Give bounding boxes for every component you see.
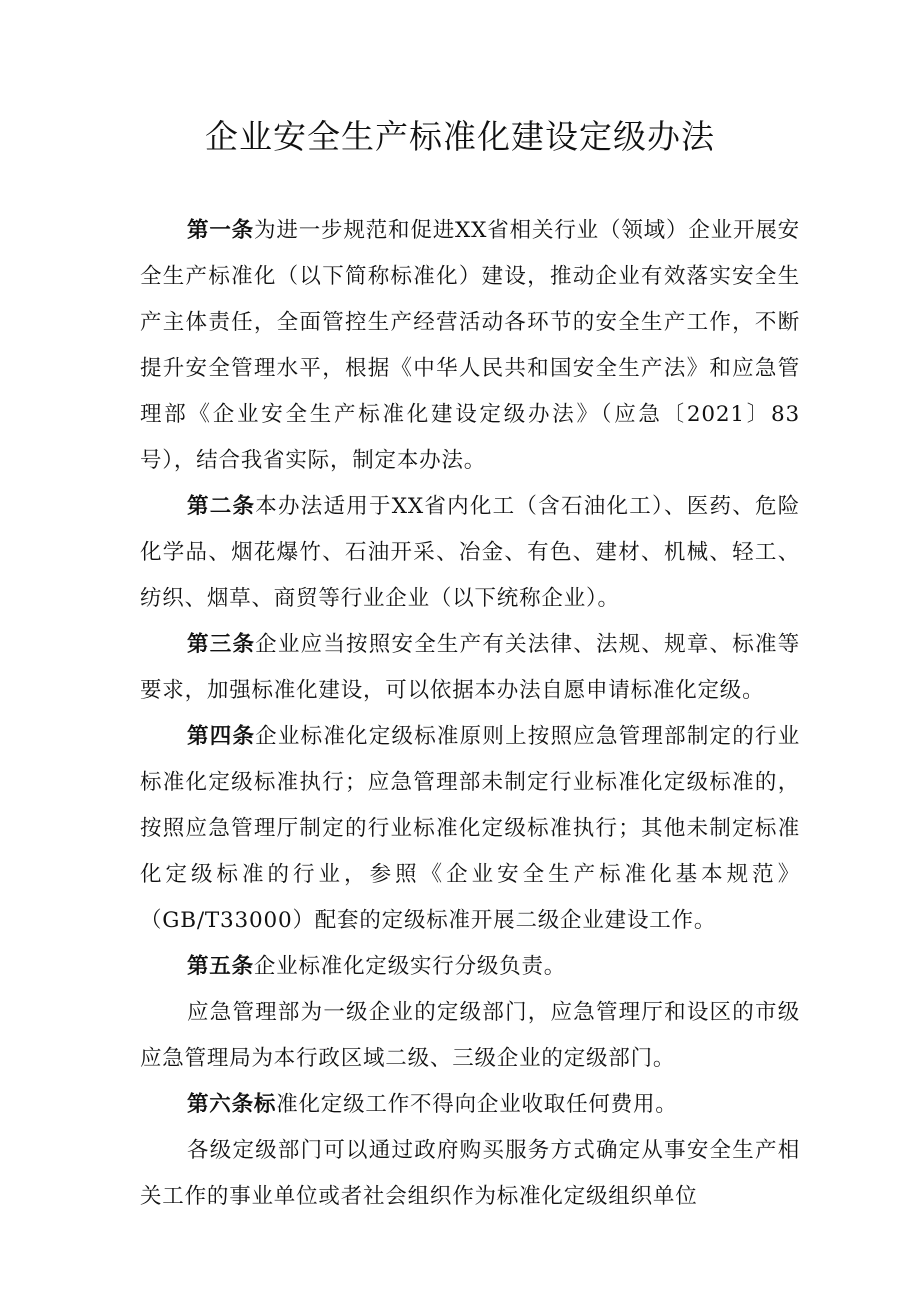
article-label: 第六条标	[187, 1092, 277, 1117]
paragraph-text: 本办法适用于XX省内化工（含石油化工）、医药、危险化学品、烟花爆竹、石油开采、冶金、有色、建材、机械、轻工、纺织、烟草、商贸等行业企业（以下统称企业）。	[140, 494, 800, 611]
paragraph-text: 准化定级工作不得向企业收取任何费用。	[276, 1092, 678, 1117]
paragraph-text: 企业应当按照安全生产有关法律、法规、规章、标准等要求，加强标准化建设，可以依据本办法自愿申请标准化定级。	[140, 632, 801, 703]
article-label: 第一条	[187, 218, 255, 243]
paragraph-article-3	[140, 622, 800, 714]
paragraph-article-6	[140, 1082, 800, 1128]
paragraph-article-5	[140, 944, 800, 990]
paragraph-text: 各级定级部门可以通过政府购买服务方式确定从事安全生产相关工作的事业单位或者社会组织作为标准化定级组织单位	[140, 1138, 800, 1209]
paragraph-article-4	[140, 714, 800, 944]
paragraph-article-1	[140, 208, 800, 484]
article-label: 第二条	[187, 494, 256, 519]
article-label: 第四条	[187, 724, 256, 749]
paragraph-article-2	[140, 484, 800, 622]
paragraph-text: 应急管理部为一级企业的定级部门，应急管理厅和设区的市级应急管理局为本行政区域二级、三级企业的定级部门。	[140, 1000, 800, 1071]
paragraph-article-5-continued	[140, 990, 800, 1082]
document-title: 企业安全生产标准化建设定级办法	[205, 117, 715, 156]
paragraph-text: 为进一步规范和促进XX省相关行业（领域）企业开展安全生产标准化（以下简称标准化）建设，推动企业有效落实安全生产主体责任，全面管控生产经营活动各环节的安全生产工作，不断提升安全管理水平，根据《中华人民共和国安全生产法》和应急管理部《企业安全生产标准化建设定级办法》（应急〔2021〕83号），结合我省实际，制定本办法。	[140, 218, 800, 473]
paragraph-article-6-continued	[140, 1128, 800, 1220]
paragraph-text: 企业标准化定级实行分级负责。	[253, 954, 567, 979]
paragraph-text: 企业标准化定级标准原则上按照应急管理部制定的行业标准化定级标准执行；应急管理部未制定行业标准化定级标准的，按照应急管理厅制定的行业标准化定级标准执行；其他未制定标准化定级标准的行业，参照《企业安全生产标准化基本规范》（GB/T33000）配套的定级标准开展二级企业建设工作。	[140, 724, 801, 933]
document-body	[140, 208, 800, 1220]
article-label: 第三条	[187, 632, 256, 657]
article-label: 第五条	[187, 954, 254, 979]
